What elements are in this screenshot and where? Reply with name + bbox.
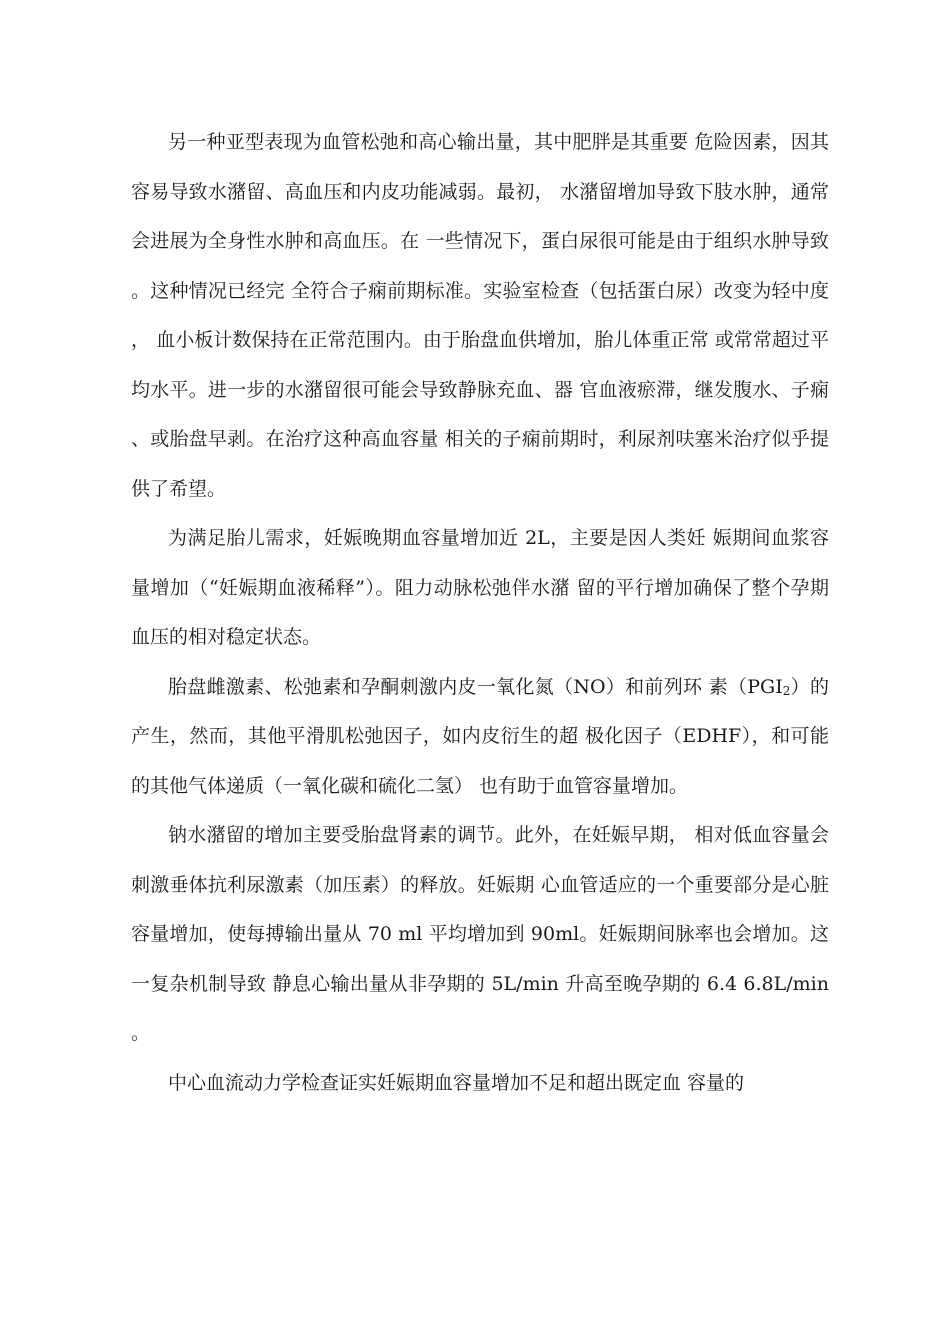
paragraph-vasodilators-text-after: ）的产生，然而，其他平滑肌松弛因子，如内皮衍生的超 极化因子（EDHF），和可能的其他气体递质（一氧化碳和硫化二氢） 也有助于血管容量增加。 bbox=[131, 675, 829, 797]
paragraph-obesity-subtype: 另一种亚型表现为血管松弛和高心输出量，其中肥胖是其重要 危险因素，因其容易导致水潴留、高血压和内皮功能减弱。最初， 水潴留增加导致下肢水肿，通常会进展为全身性水肿和高血压。在 一些情况下，蛋白尿很可能是由于组织水肿导致。这种情况已经完 全符合子痫前期标准。实验室检查（包括蛋白尿）改变为轻中度， 血小板计数保持在正常范围内。由于胎盘血供增加，胎儿体重正常 或常常超过平均水平。进一步的水潴留很可能会导致静脉充血、器 官血液瘀滞，继发腹水、子痫、或胎盘早剥。在治疗这种高血容量 相关的子痫前期时，利尿剂呋塞米治疗似乎提供了希望。 bbox=[131, 131, 829, 500]
paragraph-blood-volume: 为满足胎儿需求，妊娠晚期血容量增加近 2L，主要是因人类妊 娠期间血浆容量增加（“妊娠期血液稀释”）。阻力动脉松弛伴水潴 留的平行增加确保了整个孕期血压的相对稳定状态。 bbox=[131, 527, 829, 648]
paragraph-vasodilators bbox=[131, 663, 829, 812]
document-page bbox=[131, 118, 829, 1108]
paragraph-vasodilators-text-before: 胎盘雌激素、松弛素和孕酮刺激内皮一氧化氮（NO）和前列环 素（PGI bbox=[168, 675, 783, 698]
paragraph-sodium-retention: 钠水潴留的增加主要受胎盘肾素的调节。此外，在妊娠早期， 相对低血容量会刺激垂体抗利尿激素（加压素）的释放。妊娠期 心血管适应的一个重要部分是心脏容量增加，使每搏输出量从 70 ml 平均增加到 90ml。妊娠期间脉率也会增加。这一复杂机制导致 静息心输出量从非孕期的 5L/min 升高至晚孕期的 6.4 6.8L/min。 bbox=[131, 824, 829, 1044]
subscript-two: 2 bbox=[782, 683, 791, 698]
paragraph-hemodynamics: 中心血流动力学检查证实妊娠期血容量增加不足和超出既定血 容量的 bbox=[168, 1071, 745, 1094]
